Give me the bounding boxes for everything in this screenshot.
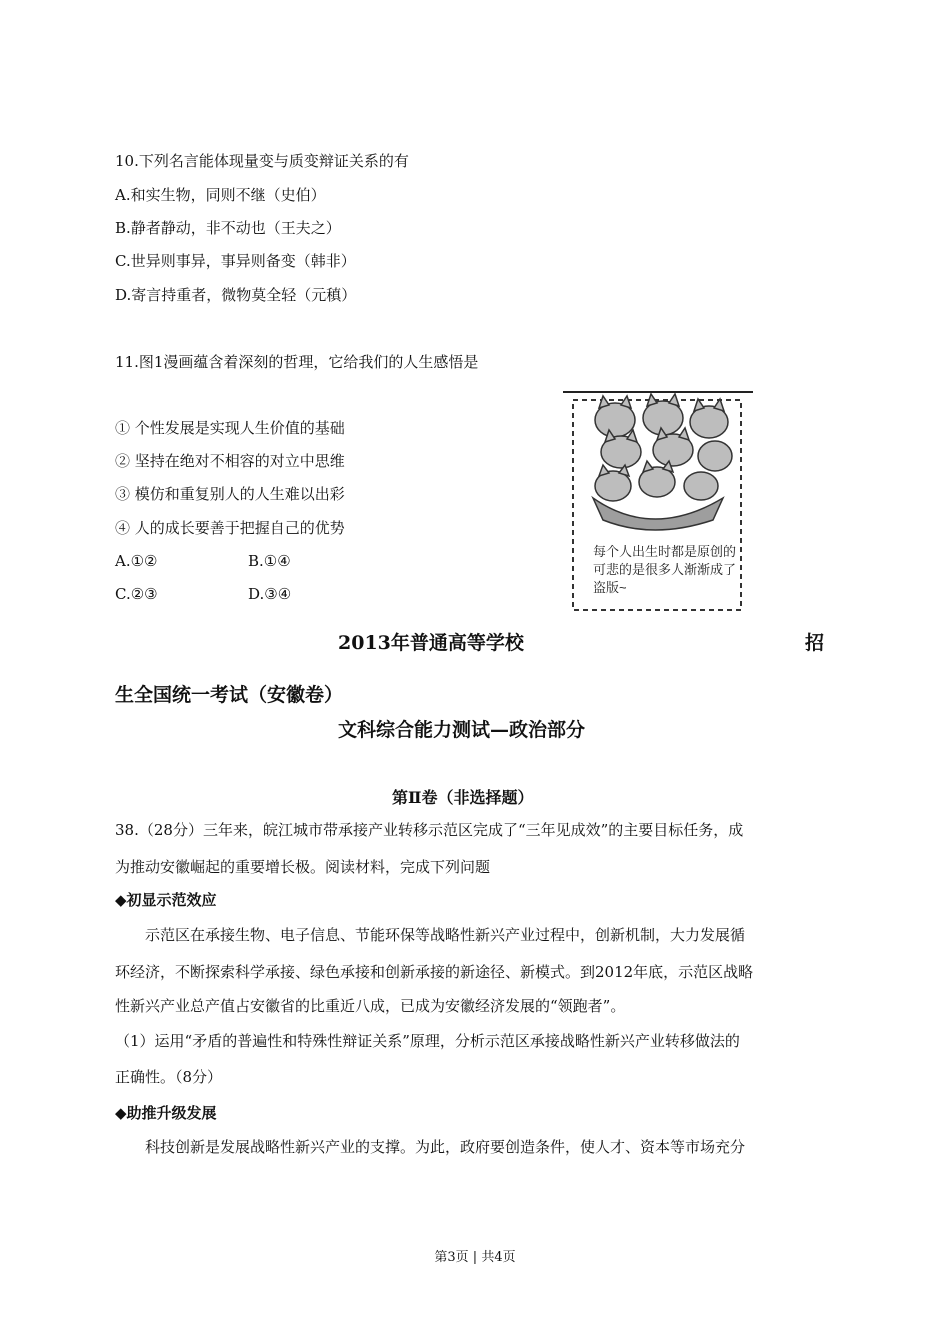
caption-line-3: 盗版~ xyxy=(593,580,627,595)
q11-choice-b: B.①④ xyxy=(248,552,291,570)
caption-line-2: 可悲的是很多人渐渐成了 xyxy=(593,562,737,577)
q10-option-a: A.和实生物，同则不继（史伯） xyxy=(115,186,326,204)
q38-heading-1: ◆初显示范效应 xyxy=(115,891,217,909)
exam-title-part1: 2013年普通高等学校 xyxy=(338,632,524,654)
q11-stem: 11.图1漫画蕴含着深刻的哲理，它给我们的人生感悟是 xyxy=(115,353,479,371)
exam-title-part3: 生全国统一考试（安徽卷） xyxy=(115,684,344,706)
exam-subtitle: 文科综合能力测试—政治部分 xyxy=(338,719,586,741)
q11-item-1: ① 个性发展是实现人生价值的基础 xyxy=(115,419,345,437)
section-title: 第Ⅱ卷（非选择题） xyxy=(392,788,534,807)
caption-line-1: 每个人出生时都是原创的 xyxy=(593,544,737,559)
cats-cartoon-illustration xyxy=(563,390,753,616)
q38-para1-line3: 性新兴产业总产值占安徽省的比重近八成，已成为安徽经济发展的“领跑者”。 xyxy=(115,997,626,1015)
q10-option-c: C.世异则事异，事异则备变（韩非） xyxy=(115,252,356,270)
q38-para2-line1: 科技创新是发展战略性新兴产业的支撑。为此，政府要创造条件，使人才、资本等市场充分 xyxy=(145,1138,746,1156)
q11-choice-a: A.①② xyxy=(115,552,158,570)
q11-item-3: ③ 模仿和重复别人的人生难以出彩 xyxy=(115,485,345,503)
q38-heading-2: ◆助推升级发展 xyxy=(115,1104,217,1122)
q10-option-b: B.静者静动，非不动也（王夫之） xyxy=(115,219,341,237)
q38-para1-line1: 示范区在承接生物、电子信息、节能环保等战略性新兴产业过程中，创新机制，大力发展循 xyxy=(145,926,746,944)
exam-title-part2: 招 xyxy=(805,632,825,654)
q38-sub1-line2: 正确性。（8分） xyxy=(115,1068,223,1086)
q38-intro-line1: 38.（28分）三年来，皖江城市带承接产业转移示范区完成了“三年见成效”的主要目标任务，成 xyxy=(115,821,744,839)
q11-item-4: ④ 人的成长要善于把握自己的优势 xyxy=(115,519,345,537)
q38-sub1-line1: （1）运用“矛盾的普遍性和特殊性辩证关系”原理，分析示范区承接战略性新兴产业转移做法的 xyxy=(115,1032,740,1050)
q10-stem: 10.下列名言能体现量变与质变辩证关系的有 xyxy=(115,152,409,170)
q11-item-2: ② 坚持在绝对不相容的对立中思维 xyxy=(115,452,345,470)
q11-choice-c: C.②③ xyxy=(115,585,158,603)
q38-intro-line2: 为推动安徽崛起的重要增长极。阅读材料，完成下列问题 xyxy=(115,858,491,876)
q38-para1-line2: 环经济，不断探索科学承接、绿色承接和创新承接的新途径、新模式。到2012年底，示范区战略 xyxy=(115,963,754,981)
q11-choice-d: D.③④ xyxy=(248,585,292,603)
page-footer: 第3页 | 共4页 xyxy=(434,1250,516,1265)
q10-option-d: D.寄言持重者，微物莫全轻（元稹） xyxy=(115,286,357,304)
figure-1-cartoon xyxy=(563,390,753,616)
